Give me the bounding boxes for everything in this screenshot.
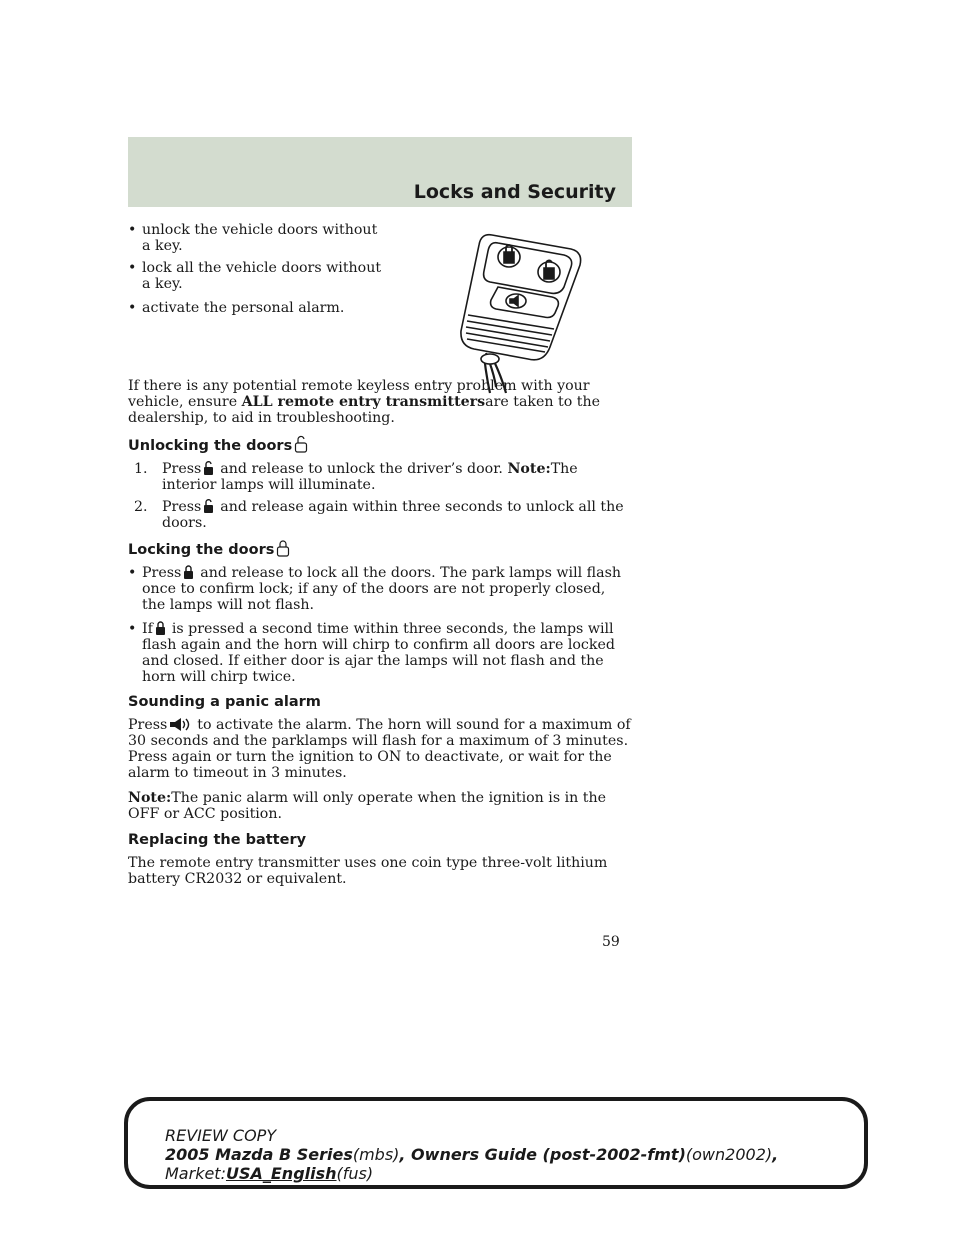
- unlock-step-2: 2. Press and release again within three seconds to unlock all the doors.: [134, 499, 624, 531]
- troubleshooting-paragraph: If there is any potential remote keyless entry problem with your vehicle, ensure ALL remote entry transmittersare taken to the dealership, to aid in troubleshooting.: [128, 378, 601, 426]
- lock-button-icon: [183, 565, 194, 580]
- review-copy-text: REVIEW COPY 2005 Mazda B Series(mbs), Owners Guide (post-2002-fmt)(own2002), Market:USA_English(fus): [165, 1126, 779, 1183]
- section-header-band: [128, 137, 632, 207]
- heading-battery: Replacing the battery: [128, 832, 307, 848]
- panic-alarm-icon: [169, 717, 191, 732]
- panic-note: Note:The panic alarm will only operate when the ignition is in the OFF or ACC position.: [128, 790, 607, 822]
- list-item: • If is pressed a second time within three seconds, the lamps will flash again and the horn will chirp to confirm all doors are locked and closed. If either door is ajar the lamps will not flash and the horn will chirp twice.: [128, 621, 632, 685]
- list-item: • lock all the vehicle doors without a key.: [128, 260, 388, 292]
- page-body: [128, 222, 632, 896]
- list-item: • activate the personal alarm.: [128, 300, 388, 316]
- list-item: • Press and release to lock all the doors. The park lamps will flash once to confirm lock; if any of the doors are not properly closed, the lamps will not flash.: [128, 565, 632, 613]
- heading-locking: Locking the doors: [128, 539, 632, 559]
- unlock-icon: [294, 435, 308, 453]
- list-item: • unlock the vehicle doors without a key.: [128, 222, 388, 254]
- heading-panic: Sounding a panic alarm: [128, 694, 321, 710]
- panic-paragraph: Press to activate the alarm. The horn will sound for a maximum of 30 seconds and the parklamps will flash for a maximum of 3 minutes. Press again or turn the ignition to ON to deactivate, or wait for the alarm to timeout in 3 minutes.: [128, 717, 631, 781]
- unlock-step-1: 1. Press and release to unlock the driver’s door. Note:The interior lamps will illuminate.: [134, 461, 578, 493]
- heading-unlocking: Unlocking the doors: [128, 435, 632, 455]
- battery-paragraph: The remote entry transmitter uses one coin type three-volt lithium battery CR2032 or equivalent.: [128, 855, 608, 887]
- lock-icon: [276, 539, 290, 557]
- lock-button-icon: [155, 621, 166, 636]
- unlock-button-icon: [203, 461, 214, 476]
- unlock-button-icon: [203, 499, 214, 514]
- page-number: 59: [602, 934, 620, 950]
- section-title: Locks and Security: [413, 181, 616, 203]
